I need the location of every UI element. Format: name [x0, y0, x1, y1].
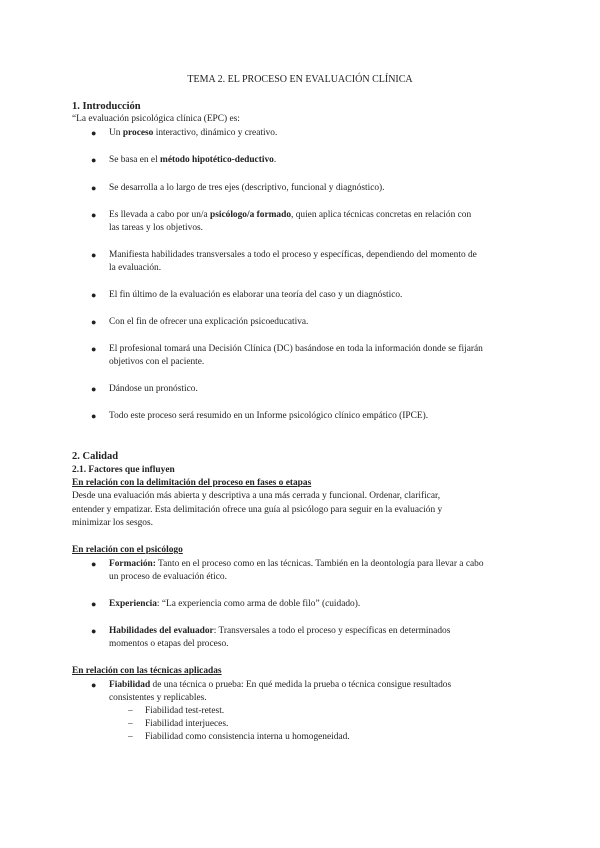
item-reliability-line-2: consistentes y replicables. — [109, 693, 207, 703]
bullet-icon: ● — [91, 559, 97, 569]
item-reliability-line-1: Fiabilidad de una técnica o prueba: En qué medida la prueba o técnica consigue resultados — [109, 680, 452, 690]
item-skills-line-1: Habilidades del evaluador: Transversales a todo el proceso y específicas en determinados — [109, 626, 451, 636]
bullet-9: Dándose un pronóstico. — [109, 384, 198, 394]
bullet-4-line-1: Es llevada a cabo por un/a psicólogo/a formado, quien aplica técnicas concretas en relación con — [109, 210, 472, 220]
subsection-2-1-heading: 2.1. Factores que influyen — [72, 465, 175, 475]
dash-icon: – — [128, 732, 133, 742]
bullet-4-line-2: las tareas y los objetivos. — [109, 223, 203, 233]
dash-icon: – — [128, 719, 133, 729]
subitem-interjudges: Fiabilidad interjueces. — [145, 719, 229, 729]
bullet-8-line-2: objetivos con el paciente. — [109, 357, 205, 367]
item-skills-line-2: momentos o etapas del proceso. — [109, 639, 229, 649]
intro-text: “La evaluación psicológica clínica (EPC) es: — [72, 114, 240, 124]
dash-icon: – — [128, 706, 133, 716]
item-formation-line-2: un proceso de evaluación ético. — [109, 572, 227, 582]
bullet-icon: ● — [91, 183, 97, 193]
subheading-psychologist: En relación con el psicólogo — [72, 545, 183, 555]
bullet-icon: ● — [91, 290, 97, 300]
section-2-heading: 2. Calidad — [72, 451, 119, 462]
bullet-icon: ● — [91, 155, 97, 165]
subitem-internal-consistency: Fiabilidad como consistencia interna u homogeneidad. — [145, 732, 350, 742]
bullet-icon: ● — [91, 210, 97, 220]
bullet-icon: ● — [91, 384, 97, 394]
bullet-6: El fin último de la evaluación es elaborar una teoría del caso y un diagnóstico. — [109, 290, 403, 300]
paragraph-line-1: Desde una evaluación más abierta y descriptiva a una más cerrada y funcional. Ordenar, clarificar, — [72, 491, 441, 501]
subheading-techniques: En relación con las técnicas aplicadas — [72, 666, 222, 676]
subheading-delimitation: En relación con la delimitación del proceso en fases o etapas — [72, 478, 312, 488]
subitem-test-retest: Fiabilidad test-retest. — [145, 706, 225, 716]
bullet-icon: ● — [91, 599, 97, 609]
bullet-7: Con el fin de ofrecer una explicación psicoeducativa. — [109, 317, 309, 327]
paragraph-line-2: entender y empatizar. Esta delimitación ofrece una guía al psicólogo para seguir en la evaluación y — [72, 505, 443, 515]
bullet-icon: ● — [91, 250, 97, 260]
bullet-icon: ● — [91, 317, 97, 327]
bullet-2: Se basa en el método hipotético-deductivo. — [109, 155, 277, 165]
bullet-5-line-1: Manifiesta habilidades transversales a todo el proceso y específicas, dependiendo del momento de — [109, 250, 477, 260]
bullet-1: Un proceso interactivo, dinámico y creativo. — [109, 128, 278, 138]
paragraph-line-3: minimizar los sesgos. — [72, 518, 153, 528]
item-experience: Experiencia: “La experiencia como arma de doble filo” (cuidado). — [109, 599, 361, 609]
bullet-icon: ● — [91, 411, 97, 421]
bullet-icon: ● — [91, 680, 97, 690]
bullet-10: Todo este proceso será resumido en un Informe psicológico clínico empático (IPCE). — [109, 411, 429, 421]
bullet-3: Se desarrolla a lo largo de tres ejes (descriptivo, funcional y diagnóstico). — [109, 183, 385, 193]
bullet-icon: ● — [91, 344, 97, 354]
document-title: TEMA 2. EL PROCESO EN EVALUACIÓN CLÍNICA — [187, 74, 413, 85]
bullet-icon: ● — [91, 626, 97, 636]
bullet-5-line-2: la evaluación. — [109, 263, 162, 273]
item-formation-line-1: Formación: Tanto en el proceso como en las técnicas. También en la deontología para llevar a cabo — [109, 559, 484, 569]
bullet-icon: ● — [91, 128, 97, 138]
bullet-8-line-1: El profesional tomará una Decisión Clínica (DC) basándose en toda la información donde se fijarán — [109, 344, 483, 354]
section-1-heading: 1. Introducción — [72, 101, 141, 112]
